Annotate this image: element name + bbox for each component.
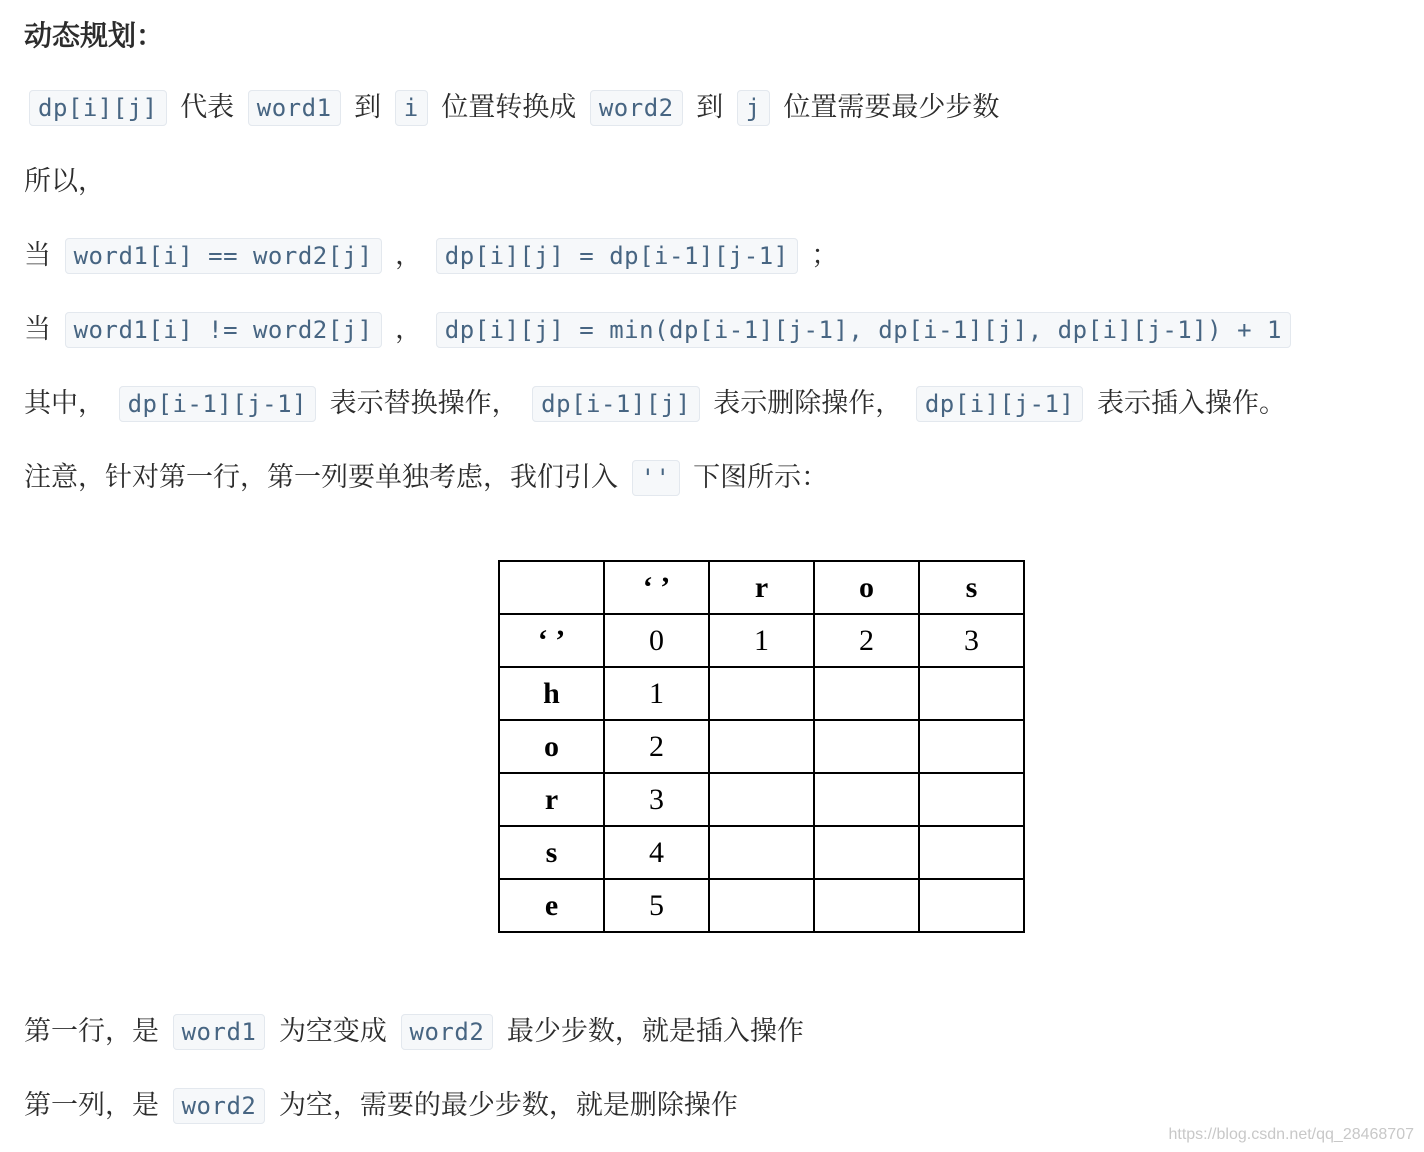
code-word2: word2 — [173, 1088, 266, 1124]
table-cell — [814, 667, 919, 720]
code-formula-min: dp[i][j] = min(dp[i-1][j-1], dp[i-1][j], dp[i][j-1]) + 1 — [436, 312, 1291, 348]
text: 位置转换成 — [441, 92, 577, 123]
code-word2: word2 — [590, 90, 683, 126]
text: 当 — [24, 314, 51, 345]
table-cell — [709, 879, 814, 932]
table-row — [499, 614, 1024, 667]
table-cell: 1 — [604, 667, 709, 720]
code-condition-notequal: word1[i] != word2[j] — [65, 312, 382, 348]
table-cell: 2 — [604, 720, 709, 773]
code-replace: dp[i-1][j-1] — [119, 386, 316, 422]
table-cell — [499, 561, 604, 614]
paragraph-first-row — [24, 1014, 804, 1050]
table-cell: s — [919, 561, 1024, 614]
code-empty-string: '' — [632, 460, 680, 496]
table-header-row — [499, 561, 1024, 614]
table-cell — [814, 879, 919, 932]
table-cell: h — [499, 667, 604, 720]
code-word1: word1 — [248, 90, 341, 126]
paragraph-operations — [24, 386, 1286, 422]
table-cell — [919, 720, 1024, 773]
paragraph-so: 所以， — [24, 166, 105, 197]
text: 到 — [696, 92, 724, 123]
table-cell: 1 — [709, 614, 814, 667]
table-row — [499, 667, 1024, 720]
code-condition-equal: word1[i] == word2[j] — [65, 238, 382, 274]
text: 表示插入操作。 — [1096, 388, 1286, 419]
watermark: https://blog.csdn.net/qq_28468707 — [1168, 1126, 1414, 1143]
table-cell: ‘ ’ — [604, 561, 709, 614]
code-i: i — [395, 90, 428, 126]
text: 为空，需要的最少步数，就是删除操作 — [278, 1090, 738, 1121]
table-cell — [814, 826, 919, 879]
text: 最少步数，就是插入操作 — [506, 1016, 804, 1047]
table-cell — [709, 826, 814, 879]
text: 第一行，是 — [24, 1016, 159, 1047]
code-dp: dp[i][j] — [29, 90, 167, 126]
table-cell — [814, 773, 919, 826]
table-cell: ‘ ’ — [499, 614, 604, 667]
code-word1: word1 — [173, 1014, 266, 1050]
paragraph-dp-definition — [24, 90, 999, 126]
text: 为空变成 — [278, 1016, 387, 1047]
text: 到 — [354, 92, 382, 123]
table-cell: r — [709, 561, 814, 614]
text: 位置需要最少步数 — [783, 92, 1000, 123]
table-cell: o — [499, 720, 604, 773]
table-row — [499, 720, 1024, 773]
table-cell: e — [499, 879, 604, 932]
table-row — [499, 773, 1024, 826]
table-cell — [709, 773, 814, 826]
table-cell: 5 — [604, 879, 709, 932]
text: 表示删除操作， — [713, 388, 903, 419]
table-cell — [919, 667, 1024, 720]
table-row — [499, 826, 1024, 879]
text: 代表 — [180, 92, 235, 123]
code-delete: dp[i-1][j] — [532, 386, 700, 422]
table-cell — [814, 720, 919, 773]
table-cell: 2 — [814, 614, 919, 667]
table-cell: 3 — [604, 773, 709, 826]
table-cell: o — [814, 561, 919, 614]
code-formula-equal: dp[i][j] = dp[i-1][j-1] — [436, 238, 798, 274]
text: ， — [395, 314, 423, 345]
table-cell: 4 — [604, 826, 709, 879]
table-cell: r — [499, 773, 604, 826]
text: 表示替换操作， — [329, 388, 519, 419]
text: ； — [811, 240, 839, 271]
table-cell: 3 — [919, 614, 1024, 667]
paragraph-equal-case — [24, 238, 838, 274]
code-insert: dp[i][j-1] — [916, 386, 1084, 422]
table-cell — [919, 879, 1024, 932]
text: 注意，针对第一行，第一列要单独考虑，我们引入 — [24, 462, 618, 493]
paragraph-first-column — [24, 1088, 738, 1124]
table-cell — [919, 773, 1024, 826]
text: 第一列，是 — [24, 1090, 159, 1121]
table-cell — [709, 667, 814, 720]
table-cell: s — [499, 826, 604, 879]
table-row — [499, 879, 1024, 932]
paragraph-note — [24, 460, 828, 496]
text: 下图所示： — [693, 462, 829, 493]
text: 当 — [24, 240, 51, 271]
text: ， — [395, 240, 423, 271]
paragraph-notequal-case — [24, 312, 1296, 348]
table-cell — [709, 720, 814, 773]
dp-table — [498, 560, 1025, 933]
section-title: 动态规划： — [24, 19, 165, 52]
table-cell — [919, 826, 1024, 879]
text: 其中， — [24, 388, 105, 419]
code-j: j — [737, 90, 770, 126]
table-cell: 0 — [604, 614, 709, 667]
code-word2: word2 — [401, 1014, 494, 1050]
